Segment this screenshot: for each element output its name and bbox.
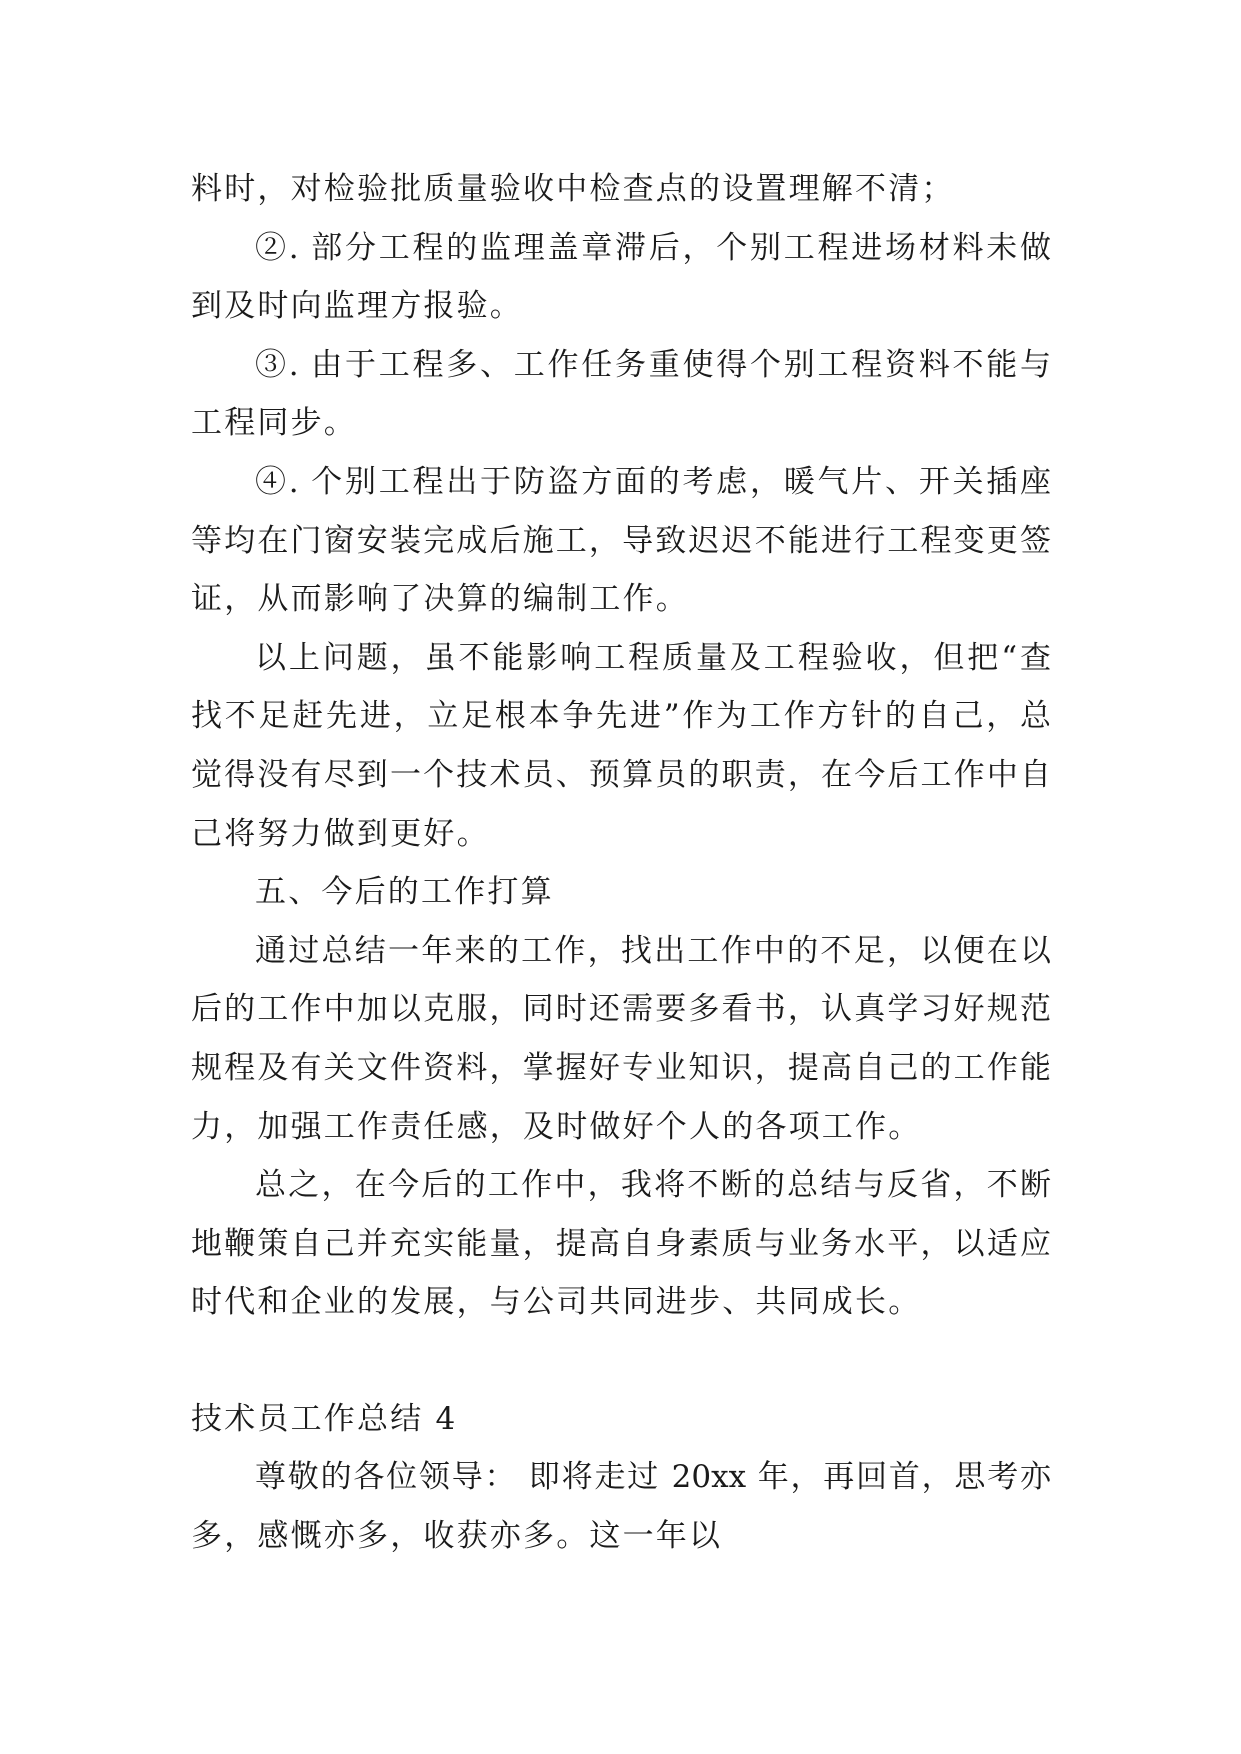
text-line: 多，感慨亦多，收获亦多。这一年以 [191,1518,723,1555]
text-line: 规程及有关文件资料，掌握好专业知识，提高自己的工作能 [191,1049,1051,1086]
text-line: 料时，对检验批质量验收中检查点的设置理解不清； [191,171,955,207]
text-line: 到及时向监理方报验。 [191,288,523,325]
text-line: 后的工作中加以克服，同时还需要多看书，认真学习好规范 [191,991,1051,1028]
text-line: 等均在门窗安装完成后施工，导致迟迟不能进行工程变更签 [191,522,1051,559]
text-line: 总之，在今后的工作中，我将不断的总结与反省，不断 [255,1167,1051,1204]
section-gap [191,1332,1051,1390]
text-line: 以上问题，虽不能影响工程质量及工程验收，但把“查 [255,639,1051,676]
article-title: 技术员工作总结 4 [191,1400,458,1437]
text-line: 地鞭策自己并充实能量，提高自身素质与业务水平，以适应 [191,1225,1051,1262]
text-line: 证，从而影响了决算的编制工作。 [191,581,689,618]
text-line: ③. 由于工程多、工作任务重使得个别工程资料不能与 [255,346,1051,383]
text-line: 己将努力做到更好。 [191,815,490,852]
text-line: ②. 部分工程的监理盖章滞后，个别工程进场材料未做 [255,229,1051,266]
text-line: 通过总结一年来的工作，找出工作中的不足，以便在以 [255,932,1051,969]
text-line: 力，加强工作责任感，及时做好个人的各项工作。 [191,1108,922,1145]
text-line: 尊敬的各位领导： 即将走过 20xx 年，再回首，思考亦 [255,1459,1051,1496]
text-line: ④. 个别工程出于防盗方面的考虑，暖气片、开关插座 [255,463,1051,500]
text-line: 工程同步。 [191,405,357,442]
document-body [191,160,1051,1566]
text-line: 找不足赶先进，立足根本争先进”作为工作方针的自己，总 [191,698,1051,735]
text-line: 时代和企业的发展，与公司共同进步、共同成长。 [191,1284,922,1321]
text-line: 觉得没有尽到一个技术员、预算员的职责，在今后工作中自 [191,756,1051,793]
section-heading: 五、今后的工作打算 [255,874,554,911]
